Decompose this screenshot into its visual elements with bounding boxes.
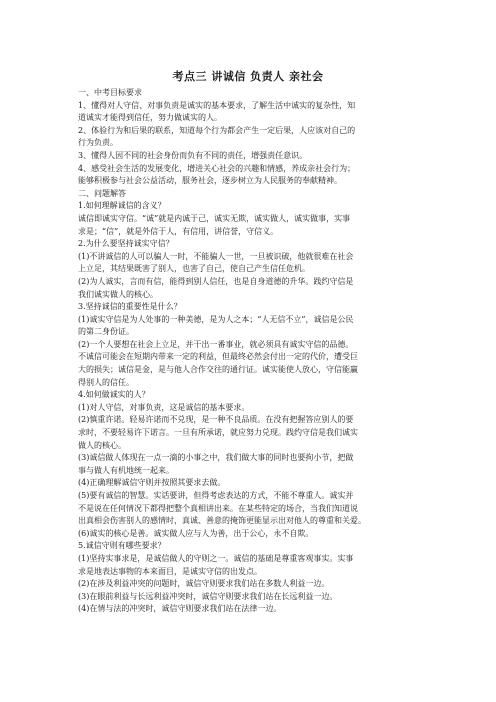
- text-line: 道诚实才能得到信任，努力做诚实的人。: [78, 113, 222, 123]
- page-title: 考点三 讲诚信 负责人 亲社会: [172, 70, 324, 83]
- text-line: 大的损失；诚信是金，是与他人合作交往的通行证。诚实能使人放心，守信能赢: [78, 365, 358, 375]
- text-line: (2)为人诚实，言而有信，能得到别人信任，也是自身道德的升华。践约守信是: [78, 276, 354, 286]
- text-line: (5)要有诚信的智慧。实话要讲，但得考虑表达的方式，不能不尊重人。诚实并: [78, 491, 354, 500]
- text-line: 3.坚持诚信的重要性是什么？: [78, 302, 182, 312]
- text-line: 不诚信可能会在短期内带来一定的利益，但最终必然会付出一定的代价，遭受巨: [78, 352, 358, 362]
- text-line: (2)一个人要想在社会上立足，并干出一番事业，就必须具有诚实守信的品德。: [78, 339, 354, 349]
- text-line: 求是；“信”，就是外信于人，有信用，讲信誉，守信义。: [78, 226, 279, 236]
- text-line: 事与做人有机地统一起来。: [78, 465, 174, 475]
- text-line: 得别人的信任。: [78, 377, 134, 387]
- text-line: 我们诚实做人的核心。: [78, 289, 158, 299]
- text-line: 二、问题解答: [78, 188, 126, 198]
- text-line: 5.诚信守则有哪些要求？: [78, 541, 166, 551]
- text-line: 2、体验行为和后果的联系，知道每个行为都会产生一定后果，人应该对自己的: [78, 125, 356, 135]
- text-line: 1、懂得对人守信、对事负责是诚实的基本要求，了解生活中诚实的复杂性，知: [78, 100, 356, 110]
- document-body: [78, 87, 423, 616]
- text-line: 的第二身份证。: [78, 327, 134, 337]
- text-line: (1)坚持实事求是，是诚信做人的守则之一。诚信的基础是尊重客观事实。实事: [78, 553, 354, 563]
- text-line: 1.如何理解诚信的含义？: [78, 201, 166, 211]
- text-line: (2)慎重许诺。轻易许诺而不兑现，是一种不良品质。在没有把握答应别人的要: [78, 415, 354, 425]
- text-line: (1)对人守信，对事负责，这是诚信的基本要求。: [78, 402, 250, 412]
- text-line: 4.如何做诚实的人？: [78, 390, 150, 400]
- text-line: 做人的核心。: [78, 440, 126, 450]
- text-line: 诚信即诚实守信。“诚”就是内诚于己，诚实无欺，诚实做人，诚实做事，实事: [78, 213, 351, 223]
- text-line: 求时，不要轻易许下诺言。一旦有所承诺，就应努力兑现。践约守信是我们诚实: [78, 428, 358, 438]
- text-line: 出真相会伤害别人的感情时，真诚、善意的掩饰更能显示出对他人的尊重和关爱。: [78, 516, 366, 526]
- text-line: 能够积极参与社会公益活动，服务社会，逐步树立为人民服务的奉献精神。: [78, 176, 342, 186]
- text-line: 2.为什么要坚持诚实守信？: [78, 239, 174, 249]
- text-line: (4)正确理解诚信守则并按照其要求去做。: [78, 478, 226, 488]
- text-line: 不是说在任何情况下都得把整个真相讲出来。在某些特定的场合，当我们知道说: [78, 503, 358, 513]
- text-line: (3)诚信做人体现在一点一滴的小事之中，我们做大事的同时也要拘小节，把做: [78, 453, 354, 463]
- text-line: 求是地表达事物的本来面目，是诚实守信的出发点。: [78, 566, 262, 576]
- text-line: (4)在情与法的冲突时，诚信守则要求我们站在法律一边。: [78, 604, 282, 614]
- text-line: (1)诚实守信是为人处事的一种美德，是为人之本；“人无信不立”，诚信是公民: [78, 314, 354, 324]
- text-line: (2)在涉及利益冲突的问题时，诚信守则要求我们站在多数人利益一边。: [78, 579, 330, 589]
- text-line: (3)在眼前利益与长远利益冲突时，诚信守则要求我们站在长远利益一边。: [78, 591, 338, 601]
- text-line: (6)诚实的核心是善。诚实做人应与人为善，出于公心，永不自欺。: [78, 528, 314, 538]
- text-line: (1)不讲诚信的人可以骗人一时，不能骗人一世，一旦被识破，他就很难在社会: [78, 251, 354, 261]
- text-line: 3、懂得人因不同的社会身份而负有不同的责任，增强责任意识。: [78, 150, 308, 160]
- text-line: 上立足，其结果既害了别人，也害了自己，使自己产生信任危机。: [78, 264, 310, 274]
- text-line: 4、感受社会生活的发展变化，增进关心社会的兴趣和情感，养成亲社会行为；: [78, 163, 356, 173]
- text-line: 行为负责。: [78, 138, 118, 148]
- text-line: 一、中考目标要求: [78, 88, 142, 97]
